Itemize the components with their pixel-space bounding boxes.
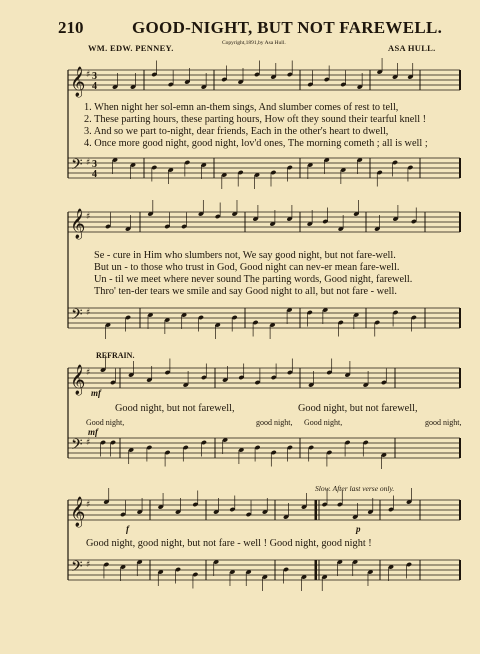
refrain-final-line: Good night, good night, but not fare - well ! Good night, good night ! — [86, 538, 372, 549]
stanza-line-1: 1. When night her sol-emn an-them sings, And slumber comes of rest to tell, — [84, 102, 399, 113]
treble-clef-icon: 𝄞 — [70, 497, 86, 527]
stanza2-line-4: Thro' ten-der tears we smile and say Good night to all, but not fare - well. — [94, 286, 397, 297]
tempo-marking: Slow. After last verse only. — [315, 484, 395, 493]
sharp-key-signature-icon: ♯ — [86, 368, 91, 378]
bass-clef-icon: 𝄢 — [71, 436, 83, 457]
time-signature-top: 3 — [92, 71, 97, 82]
bass-clef-icon: 𝄢 — [71, 558, 83, 579]
hymn-title: GOOD-NIGHT, BUT NOT FAREWELL. — [132, 18, 443, 37]
sharp-key-signature-icon: ♯ — [86, 212, 91, 222]
time-signature-bottom: 4 — [92, 81, 97, 92]
stanza-line-2: 2. These parting hours, these parting hours, How oft they sound their tearful knell ! — [84, 114, 427, 125]
time-signature-bottom: 4 — [92, 169, 97, 180]
dynamic-mf-bass: mf — [88, 427, 98, 437]
page-number: 210 — [58, 18, 84, 37]
bass-clef-icon: 𝄢 — [71, 156, 83, 177]
treble-clef-icon: 𝄞 — [70, 365, 86, 395]
sharp-key-signature-icon: ♯ — [86, 500, 91, 510]
composer-credit: ASA HULL. — [388, 43, 436, 53]
dynamic-mf-treble: mf — [91, 388, 101, 398]
treble-clef-icon: 𝄞 — [70, 209, 86, 239]
refrain-label: REFRAIN. — [96, 351, 135, 360]
copyright-notice: Copyright,1891,by Asa Hull. — [222, 40, 286, 46]
bass-good-night-3: Good night, — [304, 418, 343, 427]
dynamic-p: p — [356, 524, 361, 534]
lyricist-credit: WM. EDW. PENNEY. — [88, 43, 174, 53]
dynamic-f: f — [126, 524, 129, 534]
sharp-key-signature-icon: ♯ — [86, 308, 91, 318]
treble-clef-icon: 𝄞 — [70, 67, 86, 97]
refrain-line-b: Good night, but not farewell, — [298, 403, 418, 414]
bass-good-night-1: Good night, — [86, 418, 125, 427]
stanza-line-4: 4. Once more good night, good night, lov'd ones, The morning cometh ; all is well ; — [84, 138, 428, 149]
bass-good-night-4: good night, — [425, 418, 462, 427]
refrain-line-a: Good night, but not farewell, — [115, 403, 235, 414]
sharp-key-signature-icon: ♯ — [86, 560, 91, 570]
sharp-key-signature-icon: ♯ — [86, 158, 91, 168]
stanza2-line-3: Un - til we meet where never sound The parting words, Good night, farewell. — [94, 274, 413, 285]
time-signature-top: 3 — [92, 159, 97, 170]
bass-clef-icon: 𝄢 — [71, 306, 83, 327]
stanza2-line-1: Se - cure in Him who slumbers not, We say good night, but not fare-well. — [94, 250, 396, 261]
bass-good-night-2: good night, — [256, 418, 293, 427]
sharp-key-signature-icon: ♯ — [86, 438, 91, 448]
stanza2-line-2: But un - to those who trust in God, Good night can nev-er mean fare-well. — [94, 262, 400, 273]
stanza-line-3: 3. And so we part to-night, dear friends, Each in the other's heart to dwell, — [84, 126, 389, 137]
sharp-key-signature-icon: ♯ — [86, 70, 91, 80]
